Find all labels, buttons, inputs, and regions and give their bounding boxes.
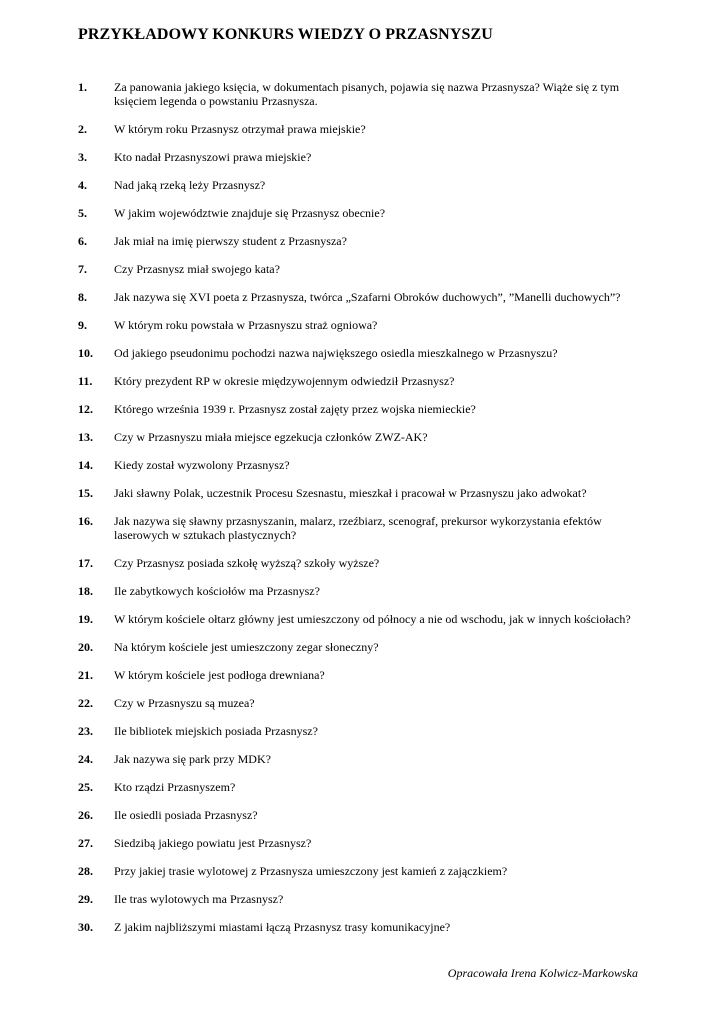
question-number: 1. (78, 80, 87, 94)
question-text: Który prezydent RP w okresie międzywojennym odwiedził Przasnysz? (114, 374, 455, 388)
question-text: Z jakim najbliższymi miastami łączą Przasnysz trasy komunikacyjne? (114, 920, 451, 934)
question-number: 26. (78, 808, 93, 822)
question-text: Czy w Przasnyszu są muzea? (114, 696, 255, 710)
question-text: Ile bibliotek miejskich posiada Przasnysz? (114, 724, 318, 738)
question-number: 17. (78, 556, 93, 570)
question-number: 28. (78, 864, 93, 878)
question-number: 25. (78, 780, 93, 794)
question-text: Czy Przasnysz miał swojego kata? (114, 262, 280, 276)
question-number: 3. (78, 150, 87, 164)
question-number: 18. (78, 584, 93, 598)
question-number: 20. (78, 640, 93, 654)
question-text: Czy Przasnysz posiada szkołę wyższą? szkoły wyższe? (114, 556, 380, 570)
author-credit: Opracowała Irena Kolwicz-Markowska (447, 966, 638, 980)
question-number: 15. (78, 486, 93, 500)
question-number: 19. (78, 612, 93, 626)
question-text: Od jakiego pseudonimu pochodzi nazwa największego osiedla mieszkalnego w Przasnyszu? (114, 346, 558, 360)
question-text: W którym kościele jest podłoga drewniana? (114, 668, 325, 682)
question-text: Za panowania jakiego księcia, w dokumentach pisanych, pojawia się nazwa Przasnysza? Wiąże się z tym księciem legenda o powstaniu Przasnysza. (114, 80, 620, 108)
question-number: 8. (78, 290, 87, 304)
question-text: Siedzibą jakiego powiatu jest Przasnysz? (114, 836, 312, 850)
question-text: Jak nazywa się sławny przasnyszanin, malarz, rzeźbiarz, scenograf, prekursor wykorzystania efektów laserowych w sztukach plastycznych? (114, 514, 602, 542)
question-number: 2. (78, 122, 87, 136)
document-title: PRZYKŁADOWY KONKURS WIEDZY O PRZASNYSZU (78, 26, 493, 43)
question-text: Jak nazywa się XVI poeta z Przasnysza, twórca „Szafarni Obroków duchowych”, ”Manelli duchowych”? (114, 290, 621, 304)
question-text: W którym kościele ołtarz główny jest umieszczony od północy a nie od wschodu, jak w innych kościołach? (114, 612, 631, 626)
question-text: Ile zabytkowych kościołów ma Przasnysz? (114, 584, 320, 598)
question-text: W którym roku Przasnysz otrzymał prawa miejskie? (114, 122, 366, 136)
question-text: Ile osiedli posiada Przasnysz? (114, 808, 258, 822)
question-number: 12. (78, 402, 93, 416)
question-number: 22. (78, 696, 93, 710)
question-number: 24. (78, 752, 93, 766)
question-number: 29. (78, 892, 93, 906)
question-text: Kto rządzi Przasnyszem? (114, 780, 236, 794)
question-text: Nad jaką rzeką leży Przasnysz? (114, 178, 266, 192)
question-number: 6. (78, 234, 87, 248)
question-number: 16. (78, 514, 93, 528)
question-text: Ile tras wylotowych ma Przasnysz? (114, 892, 284, 906)
question-number: 4. (78, 178, 87, 192)
question-number: 30. (78, 920, 93, 934)
question-text: Którego września 1939 r. Przasnysz został zajęty przez wojska niemieckie? (114, 402, 476, 416)
question-text: W jakim województwie znajduje się Przasnysz obecnie? (114, 206, 386, 220)
question-text: Kto nadał Przasnyszowi prawa miejskie? (114, 150, 312, 164)
question-text: Kiedy został wyzwolony Przasnysz? (114, 458, 290, 472)
question-number: 13. (78, 430, 93, 444)
question-number: 14. (78, 458, 93, 472)
question-text: Na którym kościele jest umieszczony zegar słoneczny? (114, 640, 379, 654)
question-number: 9. (78, 318, 87, 332)
question-number: 23. (78, 724, 93, 738)
question-number: 11. (78, 374, 93, 388)
question-text: Jak miał na imię pierwszy student z Przasnysza? (114, 234, 347, 248)
question-number: 5. (78, 206, 87, 220)
question-number: 7. (78, 262, 87, 276)
question-text: Jaki sławny Polak, uczestnik Procesu Szesnastu, mieszkał i pracował w Przasnyszu jako adwokat? (114, 486, 587, 500)
question-text: Przy jakiej trasie wylotowej z Przasnysza umieszczony jest kamień z zajączkiem? (114, 864, 508, 878)
question-text: W którym roku powstała w Przasnyszu straż ogniowa? (114, 318, 378, 332)
question-text: Jak nazywa się park przy MDK? (114, 752, 271, 766)
question-number: 21. (78, 668, 93, 682)
question-number: 10. (78, 346, 93, 360)
question-number: 27. (78, 836, 93, 850)
question-text: Czy w Przasnyszu miała miejsce egzekucja członków ZWZ-AK? (114, 430, 428, 444)
